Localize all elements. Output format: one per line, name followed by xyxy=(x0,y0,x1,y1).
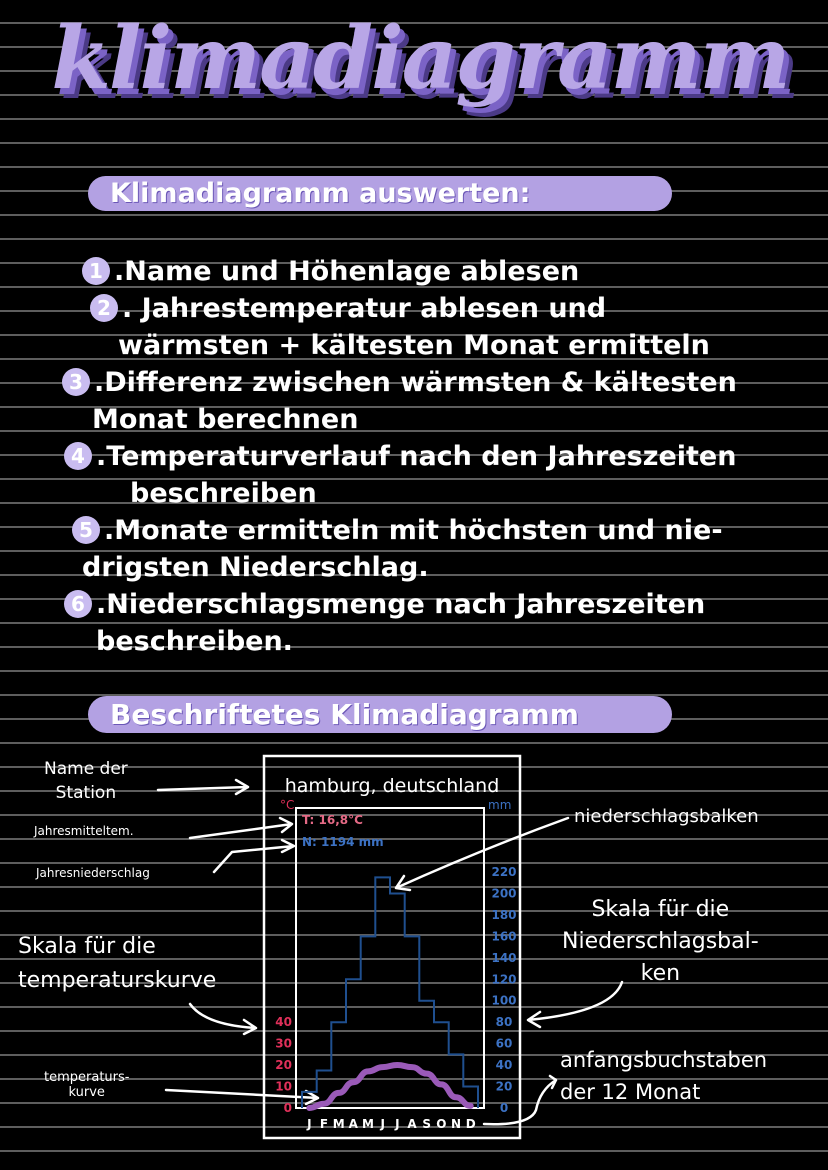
arrow-temp-scale xyxy=(190,1004,256,1034)
climate-chart xyxy=(258,754,528,1142)
step-text: .Niederschlagsmenge nach Jahreszeiten xyxy=(96,589,706,620)
label-month-initials: anfangsbuchstaben der 12 Monat xyxy=(560,1048,768,1104)
temp-axis-ticks xyxy=(275,1015,292,1115)
precip-bars xyxy=(302,877,478,1108)
month-label: A xyxy=(348,1117,358,1131)
label-temp-scale: Skala für die temperaturskurve xyxy=(18,934,217,993)
precip-tick-label: 180 xyxy=(491,907,517,922)
precip-tick-label: 40 xyxy=(495,1058,513,1073)
precip-bar xyxy=(434,1022,449,1108)
chart-title: hamburg, deutschland xyxy=(284,775,500,797)
step-text: .Temperaturverlauf nach den Jahreszeiten xyxy=(96,441,737,472)
temp-tick-label: 10 xyxy=(275,1079,292,1094)
month-label: J xyxy=(380,1117,385,1131)
month-axis-labels xyxy=(306,1117,476,1131)
step-number: 6 xyxy=(64,590,92,618)
precip-bar xyxy=(361,936,376,1108)
precip-tick-label: 220 xyxy=(491,865,517,879)
month-label: J xyxy=(307,1117,312,1131)
mean-temp-value: T: 16,8°C xyxy=(302,813,363,827)
precip-axis-ticks xyxy=(491,865,516,1115)
step-4-cont: beschreiben xyxy=(130,478,317,509)
arrow-station xyxy=(158,780,248,794)
label-mean-temp: Jahresmitteltem. xyxy=(34,824,134,838)
step-number: 4 xyxy=(64,442,92,470)
temp-tick-label: 40 xyxy=(275,1015,292,1029)
precip-bar xyxy=(419,1001,434,1108)
step-2-cont: wärmsten + kältesten Monat ermitteln xyxy=(118,330,710,361)
step-number: 3 xyxy=(62,368,90,396)
month-label: F xyxy=(319,1117,329,1131)
step-5-cont: drigsten Niederschlag. xyxy=(82,552,429,583)
step-number: 1 xyxy=(82,257,110,285)
precip-tick-label: 80 xyxy=(495,1015,513,1030)
step-text: .Monate ermitteln mit höchsten und nie- xyxy=(104,515,723,546)
precip-axis-unit: mm xyxy=(488,798,512,812)
temp-axis-unit: °C xyxy=(280,798,295,812)
label-annual-precip: Jahresniederschlag xyxy=(36,866,150,880)
label-temp-curve: temperaturs- kurve xyxy=(44,1070,130,1100)
month-label: J xyxy=(395,1117,400,1131)
temp-tick-label: 30 xyxy=(275,1036,292,1051)
step-3-cont: Monat berechnen xyxy=(92,404,359,435)
label-precip-scale: Skala für die Niederschlagsbal- ken xyxy=(562,897,759,986)
month-label: M xyxy=(362,1117,374,1131)
precip-tick-label: 0 xyxy=(499,1101,509,1115)
label-precip-bars: niederschlagsbalken xyxy=(574,806,759,827)
precip-tick-label: 20 xyxy=(495,1079,513,1094)
temp-tick-label: 0 xyxy=(283,1101,292,1115)
precip-tick-label: 120 xyxy=(491,972,517,987)
section-heading-labeled: Beschriftetes Klimadiagramm xyxy=(88,696,672,733)
month-label: A xyxy=(407,1117,417,1131)
precip-tick-label: 60 xyxy=(495,1036,513,1051)
temp-tick-label: 20 xyxy=(275,1058,292,1072)
page-title: klimadiagramm xyxy=(51,8,789,109)
month-label: D xyxy=(465,1117,476,1131)
precip-tick-label: 140 xyxy=(491,950,517,965)
annual-precip-value: N: 1194 mm xyxy=(302,835,384,849)
precip-tick-label: 100 xyxy=(491,993,517,1008)
precip-bar xyxy=(405,936,420,1108)
precip-tick-label: 200 xyxy=(491,886,517,901)
label-station-name: Name der Station xyxy=(44,759,128,803)
section-heading-evaluate: Klimadiagramm auswerten: xyxy=(88,176,672,211)
step-text: . Jahrestemperatur ablesen und xyxy=(122,293,607,324)
step-6-cont: beschreiben. xyxy=(96,626,293,657)
month-label: M xyxy=(332,1117,345,1131)
month-label: S xyxy=(422,1117,432,1131)
month-label: O xyxy=(436,1117,447,1131)
month-label: N xyxy=(450,1117,462,1131)
step-text: .Name und Höhenlage ablesen xyxy=(114,256,580,287)
step-number: 5 xyxy=(72,516,100,544)
step-number: 2 xyxy=(90,294,118,322)
precip-tick-label: 160 xyxy=(491,929,517,944)
precip-bar xyxy=(390,894,405,1109)
step-text: .Differenz zwischen wärmsten & kältesten xyxy=(94,367,737,398)
arrow-precip-scale xyxy=(528,982,622,1027)
precip-bar xyxy=(375,877,390,1108)
